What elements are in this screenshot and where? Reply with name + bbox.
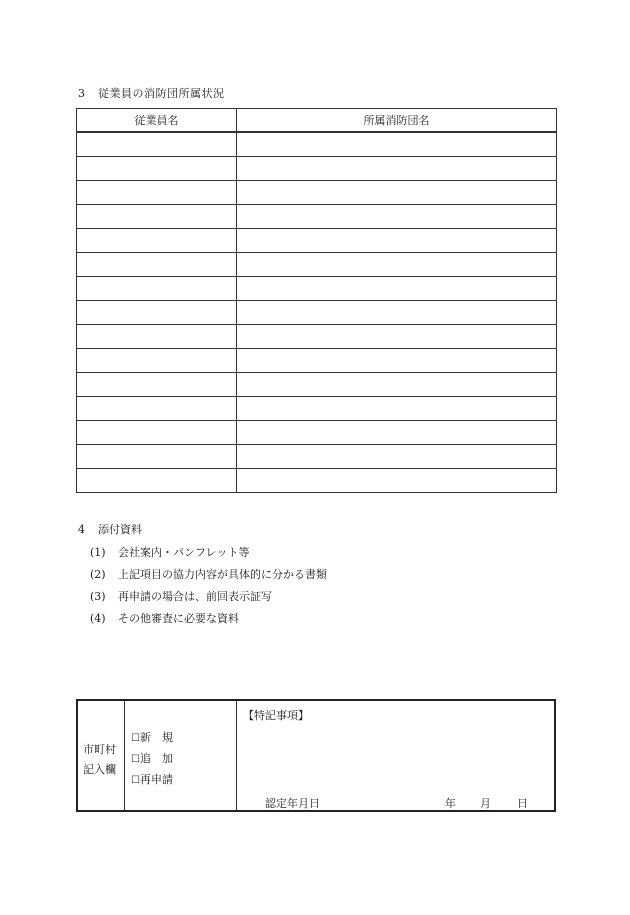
fire-brigade-name-cell[interactable]: [237, 349, 557, 373]
section3-number: 3: [78, 87, 86, 100]
header-fire-brigade-name: 所属消防団名: [237, 109, 557, 133]
table-row: [77, 157, 557, 181]
fire-brigade-name-cell[interactable]: [237, 253, 557, 277]
table-row: [77, 132, 557, 157]
item-text: 上記項目の協力内容が具体的に分かる書類: [118, 568, 327, 581]
certification-date-label: 認定年月日: [265, 797, 320, 810]
header-employee-name: 従業員名: [77, 109, 237, 133]
list-item: [90, 610, 327, 632]
employee-name-cell[interactable]: [77, 325, 237, 349]
table-header-row: [77, 109, 557, 133]
table-row: [77, 277, 557, 301]
table-row: [77, 469, 557, 493]
table-row: [77, 373, 557, 397]
employee-name-cell[interactable]: [77, 349, 237, 373]
option-add-label: 追 加: [139, 752, 173, 765]
item-text: 会社案内・パンフレット等: [118, 546, 250, 559]
list-item: [90, 566, 327, 588]
fire-brigade-name-cell[interactable]: [237, 205, 557, 229]
fire-brigade-name-cell[interactable]: [237, 421, 557, 445]
fire-brigade-name-cell[interactable]: [237, 445, 557, 469]
option-add[interactable]: [131, 749, 173, 770]
employee-name-cell[interactable]: [77, 253, 237, 277]
section3-heading: [78, 85, 225, 101]
fire-brigade-name-cell[interactable]: [237, 132, 557, 157]
employee-name-cell[interactable]: [77, 373, 237, 397]
list-item: [90, 544, 327, 566]
employee-name-cell[interactable]: [77, 469, 237, 493]
section4-title: 添付資料: [98, 523, 142, 536]
item-text: 再申請の場合は、前回表示証写: [118, 590, 272, 603]
staff-fire-brigade-table: [76, 108, 557, 493]
attachment-list: [90, 544, 327, 632]
fire-brigade-name-cell[interactable]: [237, 157, 557, 181]
municipal-label-line2: 記入欄: [83, 763, 116, 776]
employee-name-cell[interactable]: [77, 421, 237, 445]
fire-brigade-name-cell[interactable]: [237, 397, 557, 421]
employee-name-cell[interactable]: [77, 229, 237, 253]
option-reapply[interactable]: [131, 770, 173, 791]
table-row: [77, 445, 557, 469]
checkbox-icon[interactable]: ☐: [131, 733, 140, 744]
fire-brigade-name-cell[interactable]: [237, 301, 557, 325]
fire-brigade-name-cell[interactable]: [237, 373, 557, 397]
table-row: [77, 301, 557, 325]
employee-name-cell[interactable]: [77, 445, 237, 469]
item-text: その他審査に必要な資料: [118, 612, 239, 625]
employee-name-cell[interactable]: [77, 157, 237, 181]
section3-title: 従業員の消防団所属状況: [98, 87, 225, 100]
option-new[interactable]: [131, 728, 173, 749]
employee-name-cell[interactable]: [77, 277, 237, 301]
option-new-label: 新 規: [139, 731, 173, 744]
fire-brigade-name-cell[interactable]: [237, 325, 557, 349]
month-label: 月: [480, 797, 491, 810]
municipal-label-line1: 市町村: [83, 743, 116, 756]
section4-heading: [78, 521, 142, 537]
special-notes-heading: 【特記事項】: [243, 709, 309, 722]
checkbox-icon[interactable]: ☐: [131, 754, 140, 765]
table-row: [77, 229, 557, 253]
table-row: [77, 421, 557, 445]
employee-name-cell[interactable]: [77, 205, 237, 229]
fire-brigade-name-cell[interactable]: [237, 229, 557, 253]
checkbox-icon[interactable]: ☐: [131, 775, 140, 786]
list-item: [90, 588, 327, 610]
employee-name-cell[interactable]: [77, 397, 237, 421]
table-row: [77, 397, 557, 421]
table-row: [77, 253, 557, 277]
option-reapply-label: 再申請: [139, 773, 173, 786]
table-row: [77, 325, 557, 349]
fire-brigade-name-cell[interactable]: [237, 469, 557, 493]
year-label: 年: [445, 797, 456, 810]
fire-brigade-name-cell[interactable]: [237, 181, 557, 205]
employee-name-cell[interactable]: [77, 181, 237, 205]
item-index: (1): [90, 546, 106, 559]
employee-name-cell[interactable]: [77, 132, 237, 157]
fire-brigade-name-cell[interactable]: [237, 277, 557, 301]
table-row: [77, 349, 557, 373]
item-index: (3): [90, 590, 106, 603]
special-notes-cell[interactable]: [237, 701, 554, 810]
municipal-entry-box: [76, 699, 556, 812]
employee-name-cell[interactable]: [77, 301, 237, 325]
table-row: [77, 181, 557, 205]
table-row: [77, 205, 557, 229]
day-label: 日: [517, 797, 528, 810]
municipal-label-cell: [78, 701, 125, 810]
section4-number: 4: [78, 523, 85, 536]
item-index: (4): [90, 612, 106, 625]
item-index: (2): [90, 568, 106, 581]
application-type-cell: [125, 701, 237, 810]
